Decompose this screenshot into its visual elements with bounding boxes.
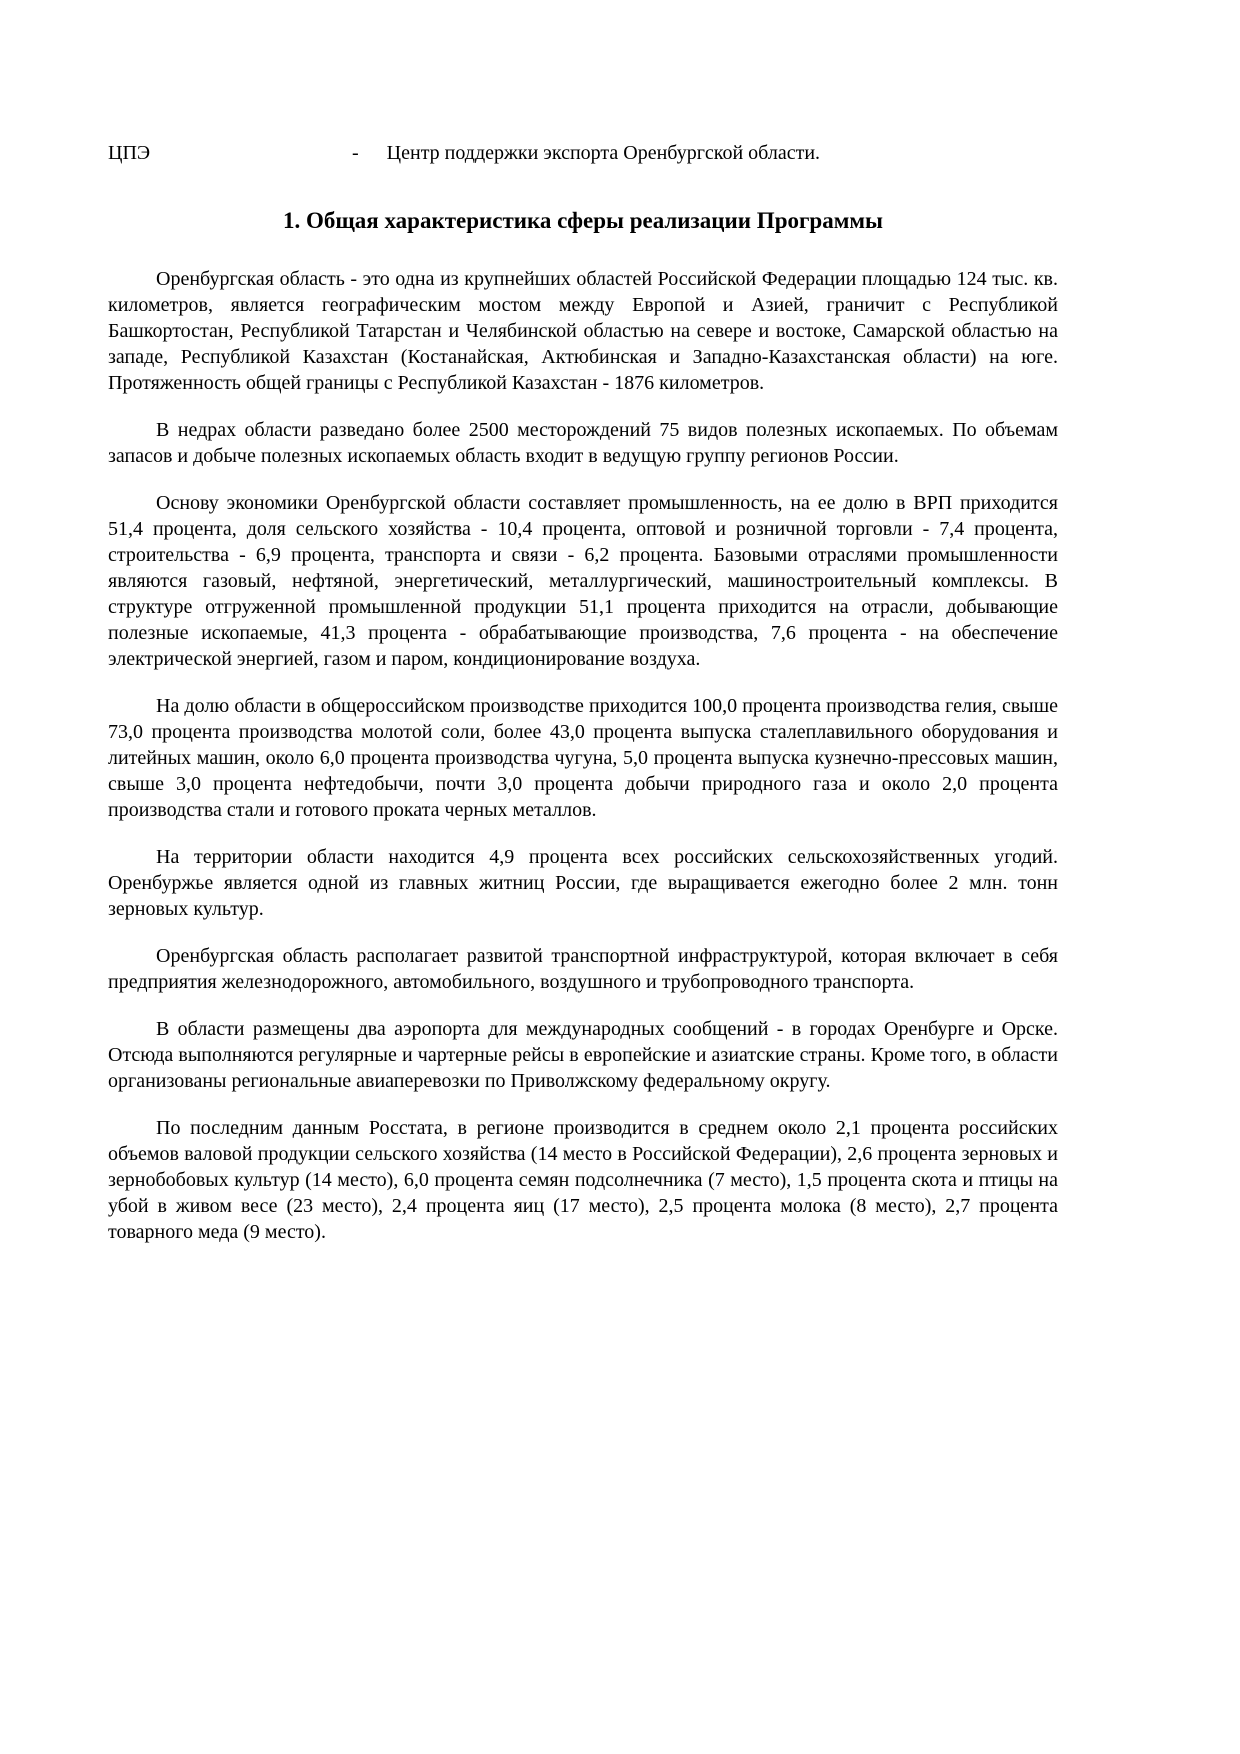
section-heading: 1. Общая характеристика сферы реализации Программы	[282, 208, 884, 233]
abbreviation-term: ЦПЭ	[108, 142, 151, 164]
paragraph-national-production-share: На долю области в общероссийском производстве приходится 100,0 процента производства гелия, свыше 73,0 процента производства молотой соли, более 43,0 процента выпуска сталеплавильного оборудования и литейных машин, около 6,0 процента производства чугуна, 5,0 процента выпуска кузнечно-прессовых машин, свыше 3,0 процента нефтедобычи, почти 3,0 процента добычи природного газа и около 2,0 процента производства стали и готового проката черных металлов.	[108, 695, 1058, 821]
paragraph-mineral-deposits: В недрах области разведано более 2500 месторождений 75 видов полезных ископаемых. По объемам запасов и добыче полезных ископаемых область входит в ведущую группу регионов России.	[108, 419, 1058, 467]
paragraph-transport-infrastructure: Оренбургская область располагает развитой транспортной инфраструктурой, которая включает в себя предприятия железнодорожного, автомобильного, воздушного и трубопроводного транспорта.	[108, 945, 1058, 993]
paragraph-agricultural-lands: На территории области находится 4,9 процента всех российских сельскохозяйственных угодий. Оренбуржье является одной из главных житниц России, где выращивается ежегодно более 2 млн. тонн зерновых культур.	[108, 846, 1058, 920]
abbreviation-row	[108, 140, 1058, 166]
abbreviation-dash: -	[352, 142, 359, 164]
abbreviation-definition: Центр поддержки экспорта Оренбургской области.	[386, 142, 821, 164]
paragraph-rosstat-statistics: По последним данным Росстата, в регионе производится в среднем около 2,1 процента российских объемов валовой продукции сельского хозяйства (14 место в Российской Федерации), 2,6 процента зерновых и зернобобовых культур (14 место), 6,0 процента семян подсолнечника (7 место), 1,5 процента скота и птицы на убой в живом весе (23 место), 2,4 процента яиц (17 место), 2,5 процента молока (8 место), 2,7 процента товарного меда (9 место).	[108, 1117, 1058, 1243]
paragraph-airports: В области размещены два аэропорта для международных сообщений - в городах Оренбурге и Орске. Отсюда выполняются регулярные и чартерные рейсы в европейские и азиатские страны. Кроме того, в области организованы региональные авиаперевозки по Приволжскому федеральному округу.	[108, 1018, 1058, 1092]
paragraph-region-overview: Оренбургская область - это одна из крупнейших областей Российской Федерации площадью 124 тыс. кв. километров, является географическим мостом между Европой и Азией, граничит с Республикой Башкортостан, Республикой Татарстан и Челябинской областью на севере и востоке, Самарской областью на западе, Республикой Казахстан (Костанайская, Актюбинская и Западно-Казахстанская области) на юге. Протяженность общей границы с Республикой Казахстан - 1876 километров.	[108, 268, 1058, 394]
paragraph-economy-structure: Основу экономики Оренбургской области составляет промышленность, на ее долю в ВРП приходится 51,4 процента, доля сельского хозяйства - 10,4 процента, оптовой и розничной торговли - 7,4 процента, строительства - 6,9 процента, транспорта и связи - 6,2 процента. Базовыми отраслями промышленности являются газовый, нефтяной, энергетический, металлургический, машиностроительный комплексы. В структуре отгруженной промышленной продукции 51,1 процента приходится на отрасли, добывающие полезные ископаемые, 41,3 процента - обрабатывающие производства, 7,6 процента - на обеспечение электрической энергией, газом и паром, кондиционирование воздуха.	[108, 492, 1058, 670]
